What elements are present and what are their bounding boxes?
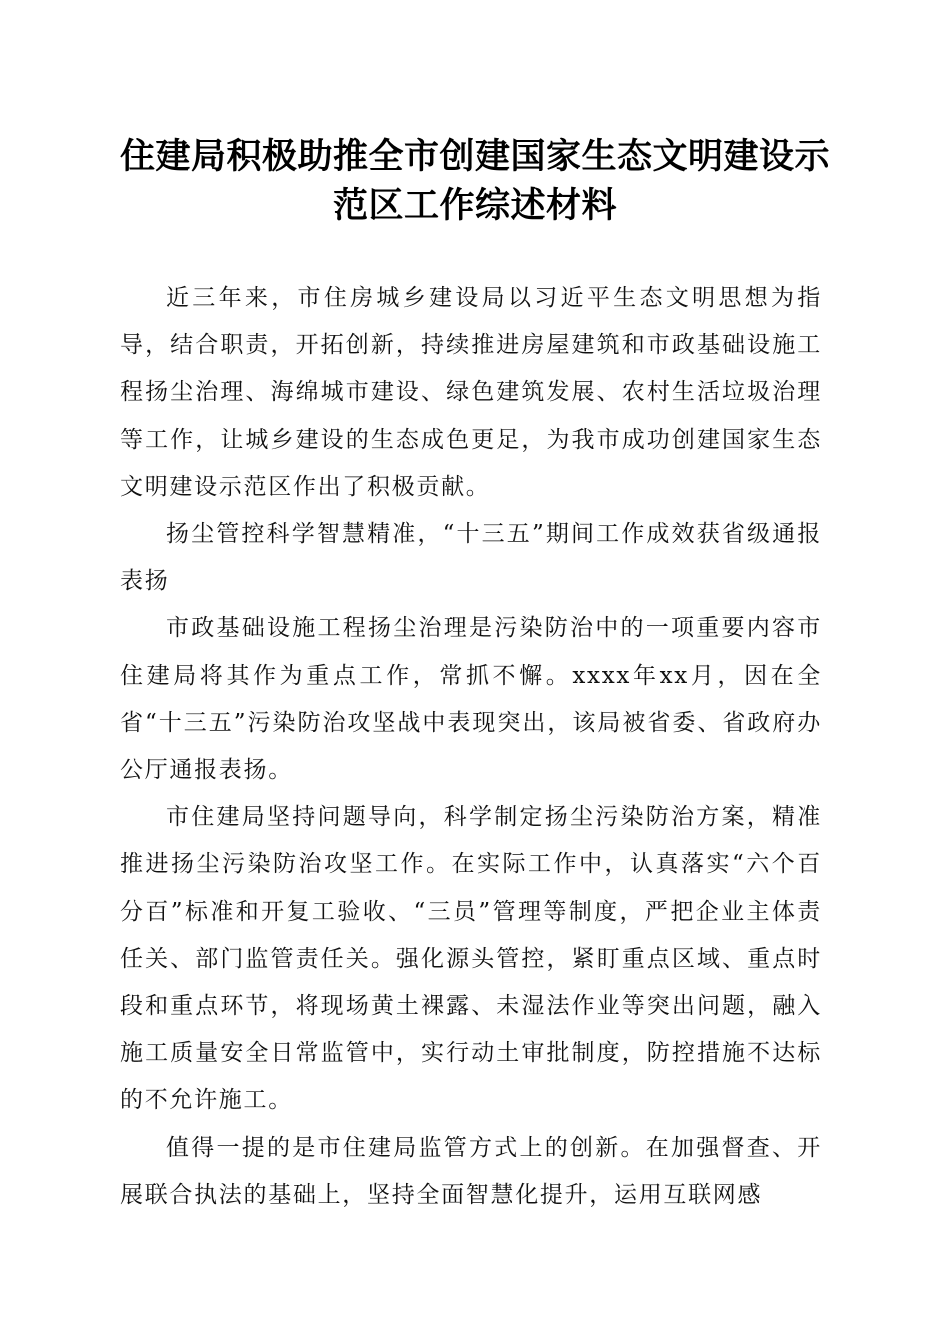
- paragraph-supervision-innovation: 值得一提的是市住建局监管方式上的创新。在加强督查、开展联合执法的基础上，坚持全面智慧化提升，运用互联网感: [120, 1134, 822, 1208]
- paragraph-intro: 近三年来，市住房城乡建设局以习近平生态文明思想为指导，结合职责，开拓创新，持续推进房屋建筑和市政基础设施工程扬尘治理、海绵城市建设、绿色建筑发展、农村生活垃圾治理等工作，让城乡建设的生态成色更足，为我市成功创建国家生态文明建设示范区作出了积极贡献。: [120, 285, 822, 500]
- section-heading-dust-control: 扬尘管控科学智慧精准，“十三五”期间工作成效获省级通报表扬: [120, 521, 822, 595]
- document-body: [120, 275, 822, 1219]
- title-line-1: 住建局积极助推全市创建国家生态文明建设示: [119, 137, 830, 177]
- paragraph-problem-oriented: 市住建局坚持问题导向，科学制定扬尘污染防治方案，精准推进扬尘污染防治攻坚工作。在实际工作中，认真落实“六个百分百”标准和开复工验收、“三员”管理等制度，严把企业主体责任关、部门监管责任关。强化源头管控，紧盯重点区域、重点时段和重点环节，将现场黄土裸露、未湿法作业等突出问题，融入施工质量安全日常监管中，实行动土审批制度，防控措施不达标的不允许施工。: [120, 804, 822, 1114]
- paragraph-dust-governance: 市政基础设施工程扬尘治理是污染防治中的一项重要内容市住建局将其作为重点工作，常抓不懈。xxxx年xx月，因在全省“十三五”污染防治攻坚战中表现突出，该局被省委、省政府办公厅通报表扬。: [120, 615, 822, 784]
- title-line-2: 范区工作综述材料: [332, 186, 617, 226]
- document-title: [110, 133, 840, 231]
